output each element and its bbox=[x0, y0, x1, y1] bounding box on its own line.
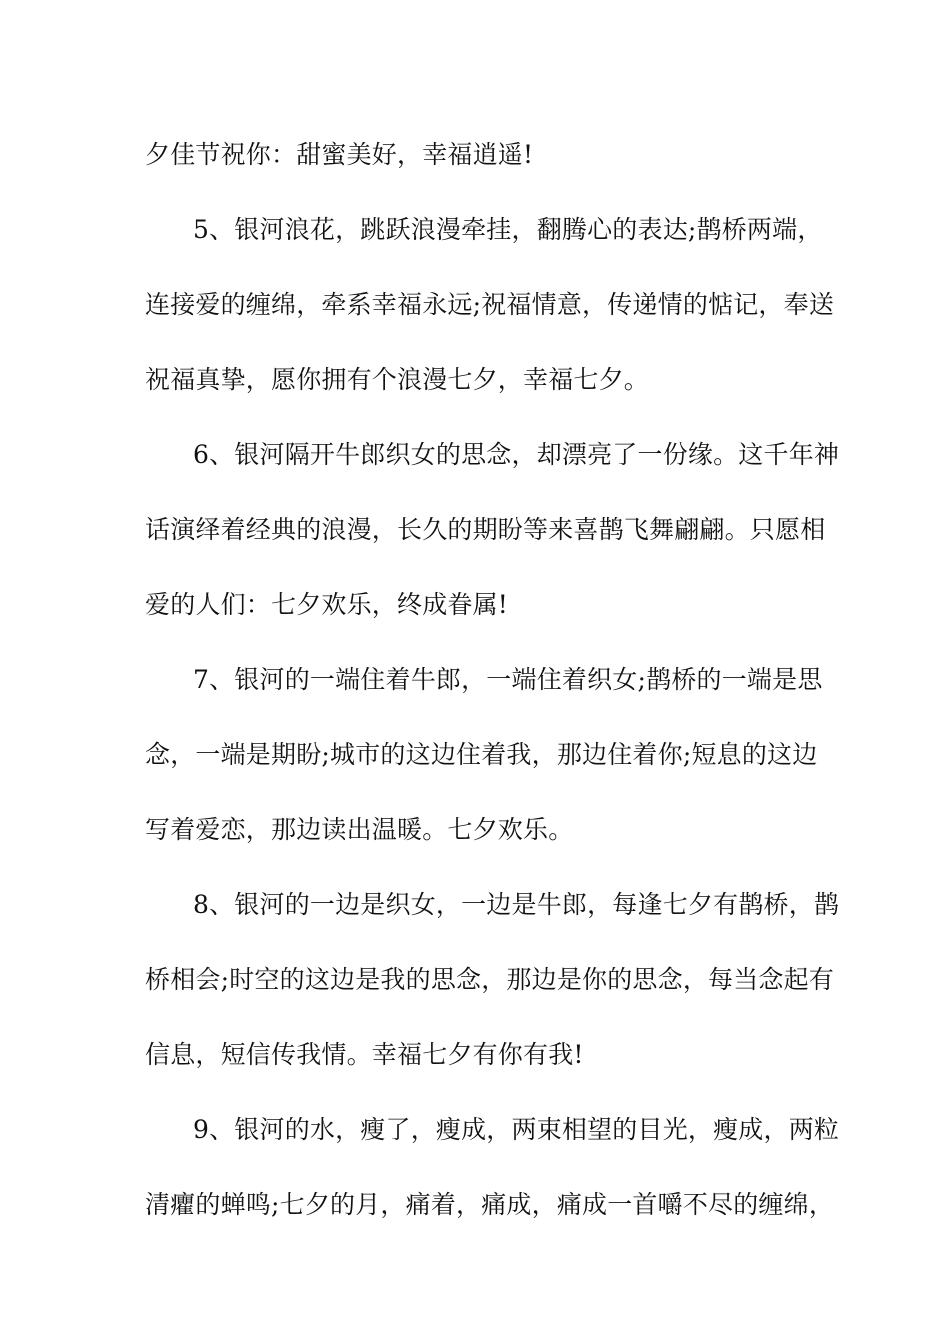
text-line: 7、银河的一端住着牛郎，一端住着织女;鹊桥的一端是思 bbox=[193, 665, 823, 694]
text-line: 爱的人们：七夕欢乐，终成眷属! bbox=[145, 590, 509, 619]
text-line: 写着爱恋，那边读出温暖。七夕欢乐。 bbox=[145, 815, 574, 844]
text-line: 5、银河浪花，跳跃浪漫牵挂，翻腾心的表达;鹊桥两端， bbox=[193, 215, 823, 244]
text-line: 祝福真挚，愿你拥有个浪漫七夕，幸福七夕。 bbox=[145, 365, 650, 394]
document-body bbox=[145, 130, 840, 1255]
text-line: 话演绎着经典的浪漫，长久的期盼等来喜鹊飞舞翩翩。只愿相 bbox=[145, 515, 826, 544]
text-line: 6、银河隔开牛郎织女的思念，却漂亮了一份缘。这千年神 bbox=[193, 440, 840, 469]
text-line: 信息，短信传我情。幸福七夕有你有我! bbox=[145, 1040, 584, 1069]
text-line: 桥相会;时空的这边是我的思念，那边是你的思念，每当念起有 bbox=[145, 965, 835, 994]
text-line: 念，一端是期盼;城市的这边住着我，那边住着你;短息的这边 bbox=[145, 740, 818, 769]
text-line: 夕佳节祝你：甜蜜美好，幸福逍遥! bbox=[145, 140, 534, 169]
text-line: 9、银河的水，瘦了，瘦成，两束相望的目光，瘦成，两粒 bbox=[193, 1115, 840, 1144]
text-line: 连接爱的缠绵，牵系幸福永远;祝福情意，传递情的惦记，奉送 bbox=[145, 290, 835, 319]
text-line: 清癯的蝉鸣;七夕的月，痛着，痛成，痛成一首嚼不尽的缠绵， bbox=[145, 1190, 835, 1219]
text-line: 8、银河的一边是织女，一边是牛郎，每逢七夕有鹊桥，鹊 bbox=[193, 890, 840, 919]
